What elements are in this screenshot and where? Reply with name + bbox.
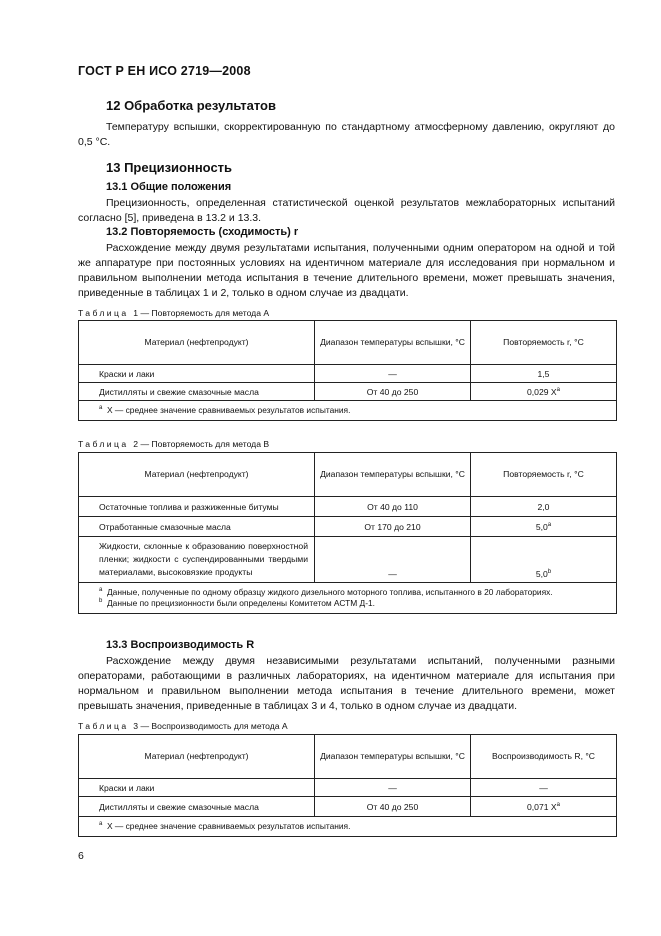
cell-range: — xyxy=(315,365,471,383)
cell-range: От 40 до 110 xyxy=(315,497,471,517)
header-material: Материал (нефтепродукт) xyxy=(79,453,315,497)
footnote-mark: a xyxy=(99,821,103,827)
header-range: Диапазон температуры вспышки, °С xyxy=(315,735,471,779)
cell-material: Краски и лаки xyxy=(79,365,315,383)
cell-range: — xyxy=(315,779,471,797)
table-note xyxy=(99,598,608,609)
table-title: 1 — Повторяемость для метода А xyxy=(133,308,270,318)
footnote-mark: a xyxy=(556,386,560,393)
table-label: Таблица xyxy=(78,308,129,318)
section-13-1-text: Прецизионность, определенная статистической оценкой результатов межлабораторных испытаний согласно [5], приведена в 13.2 и 13.3. xyxy=(78,197,615,224)
table-1 xyxy=(78,320,617,421)
footnote-mark: b xyxy=(99,598,103,604)
table-label: Таблица xyxy=(78,721,129,731)
table-row xyxy=(79,797,617,817)
note-text: X — среднее значение сравниваемых результатов испытания. xyxy=(107,405,351,415)
header-repeatability: Повторяемость r, °С xyxy=(471,321,617,365)
document-header: ГОСТ Р ЕН ИСО 2719—2008 xyxy=(78,64,251,78)
header-reproducibility: Воспроизводимость R, °С xyxy=(471,735,617,779)
header-material: Материал (нефтепродукт) xyxy=(79,735,315,779)
table-header-row xyxy=(79,321,617,365)
table-note xyxy=(79,401,617,421)
page-number: 6 xyxy=(78,850,84,862)
cell-range: — xyxy=(315,537,471,583)
table-row xyxy=(79,383,617,401)
footnote-mark: a xyxy=(547,521,552,528)
section-13-3-text: Расхождение между двумя независимыми результатами испытаний, полученными разными операторами, работающими в различных лабораториях, на идентичном материале для испытания при нормальном и правильном выполнении метода испытания в течение длительного времени, может превышать значения, приведенные в таблицах 3 и 4, только в одном случае из двадцати. xyxy=(78,655,615,712)
note-text: Данные, полученные по одному образцу жидкого дизельного моторного топлива, испытанного в 20 лабораториях. xyxy=(107,587,553,597)
note-text: X — среднее значение сравниваемых результатов испытания. xyxy=(107,821,351,831)
value-text: 0,029 X xyxy=(527,386,557,397)
table-row xyxy=(79,517,617,537)
table-row xyxy=(79,779,617,797)
table-title: 3 — Воспроизводимость для метода А xyxy=(133,721,288,731)
cell-material: Жидкости, склонные к образованию поверхностной пленки; жидкости с суспендированными твердыми материалами, высоковязкие продукты xyxy=(79,537,315,583)
cell-range: От 170 до 210 xyxy=(315,517,471,537)
table-notes xyxy=(79,583,617,614)
header-repeatability: Повторяемость r, °С xyxy=(471,453,617,497)
cell-material: Отработанные смазочные масла xyxy=(79,517,315,537)
header-range: Диапазон температуры вспышки, °С xyxy=(315,453,471,497)
value-text: 0,071 X xyxy=(527,801,557,812)
section-13-heading: 13 Прецизионность xyxy=(106,160,233,175)
table-header-row xyxy=(79,735,617,779)
table-1-caption xyxy=(78,308,269,318)
section-13-2-heading: 13.2 Повторяемость (сходимость) r xyxy=(106,226,299,238)
cell-material: Краски и лаки xyxy=(79,779,315,797)
cell-material: Дистилляты и свежие смазочные масла xyxy=(79,797,315,817)
footnote-mark: a xyxy=(99,587,103,593)
section-12-heading: 12 Обработка результатов xyxy=(106,98,276,113)
table-2-caption xyxy=(78,439,269,449)
cell-value: 1,5 xyxy=(471,365,617,383)
table-3-caption xyxy=(78,721,288,731)
header-range: Диапазон температуры вспышки, °С xyxy=(315,321,471,365)
section-13-3-heading: 13.3 Воспроизводимость R xyxy=(106,639,255,651)
cell-range: От 40 до 250 xyxy=(315,797,471,817)
table-title: 2 — Повторяемость для метода В xyxy=(133,439,270,449)
footnote-mark: a xyxy=(556,801,560,808)
cell-value xyxy=(471,797,617,817)
table-header-row xyxy=(79,453,617,497)
section-13-2-text: Расхождение между двумя результатами испытания, полученными одним оператором на одной и той же аппаратуре при постоянных условиях на идентичном материале для исследования при нормальном и правильном выполнении метода испытания в течение длительного времени, может превышать значения, приведенные в таблицах 1 и 2, только в одном случае из двадцати. xyxy=(78,242,615,299)
cell-value: — xyxy=(471,779,617,797)
cell-range: От 40 до 250 xyxy=(315,383,471,401)
cell-value xyxy=(471,517,617,537)
cell-value: 2,0 xyxy=(471,497,617,517)
table-note xyxy=(79,817,617,837)
value-text: 5,0 xyxy=(535,569,548,579)
footnote-mark: b xyxy=(547,569,552,575)
cell-material: Остаточные топлива и разжиженные битумы xyxy=(79,497,315,517)
table-row xyxy=(79,497,617,517)
table-note-row xyxy=(79,583,617,614)
table-2 xyxy=(78,452,617,614)
cell-value xyxy=(471,537,617,583)
table-note-row xyxy=(79,401,617,421)
cell-material: Дистилляты и свежие смазочные масла xyxy=(79,383,315,401)
table-note xyxy=(99,587,608,598)
section-13-1-heading: 13.1 Общие положения xyxy=(106,181,232,193)
table-label: Таблица xyxy=(78,439,129,449)
table-row xyxy=(79,537,617,583)
table-3 xyxy=(78,734,617,837)
footnote-mark: a xyxy=(99,405,103,411)
table-note-row xyxy=(79,817,617,837)
table-row xyxy=(79,365,617,383)
value-text: 5,0 xyxy=(535,521,548,532)
header-material: Материал (нефтепродукт) xyxy=(79,321,315,365)
cell-value xyxy=(471,383,617,401)
section-12-text: Температуру вспышки, скорректированную по стандартному атмосферному давлению, округляют до 0,5 °С. xyxy=(78,121,615,148)
note-text: Данные по прецизионности были определены Комитетом АСТМ Д-1. xyxy=(107,598,375,608)
